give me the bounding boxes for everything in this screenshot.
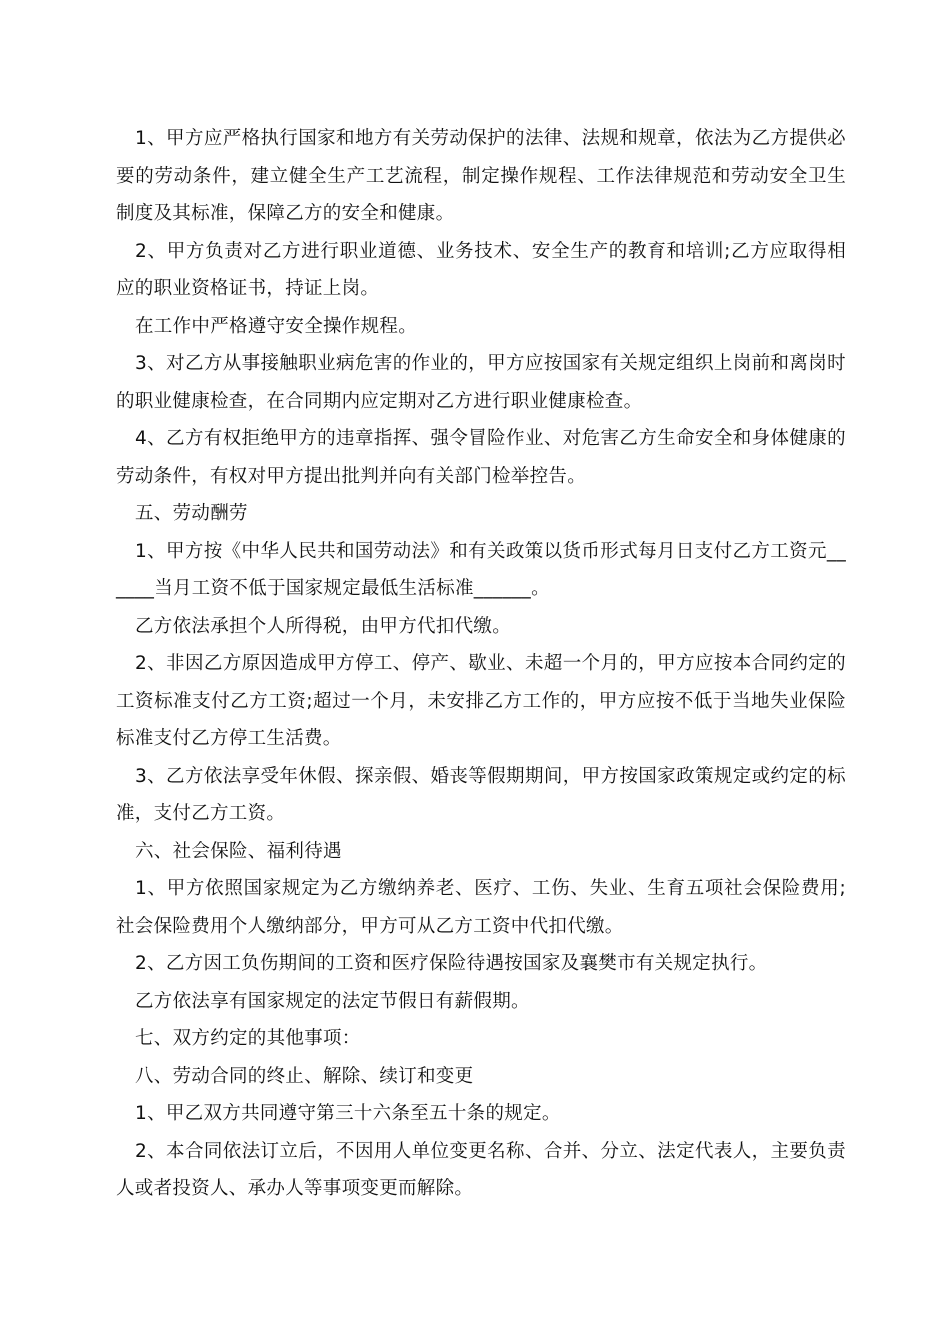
paragraph-10: 3、乙方依法享受年休假、探亲假、婚丧等假期期间，甲方按国家政策规定或约定的标准，支付乙方工资。 — [116, 765, 846, 824]
paragraph-18: 2、本合同依法订立后，不因用人单位变更名称、合并、分立、法定代表人，主要负责人或者投资人、承办人等事项变更而解除。 — [116, 1140, 846, 1199]
section-heading-other-matters: 七、双方约定的其他事项： — [135, 1028, 361, 1049]
paragraph-14: 乙方依法享有国家规定的法定节假日有薪假期。 — [135, 990, 530, 1012]
paragraph-2: 2、甲方负责对乙方进行职业道德、业务技术、安全生产的教育和培训;乙方应取得相应的职业资格证书，持证上岗。 — [116, 240, 846, 299]
paragraph-5: 4、乙方有权拒绝甲方的违章指挥、强令冒险作业、对危害乙方生命安全和身体健康的劳动条件，有权对甲方提出批判并向有关部门检举控告。 — [116, 428, 846, 487]
paragraph-1: 1、甲方应严格执行国家和地方有关劳动保护的法律、法规和规章，依法为乙方提供必要的劳动条件，建立健全生产工艺流程，制定操作规程、工作法律规范和劳动安全卫生制度及其标准，保障乙方的安全和健康。 — [116, 128, 846, 224]
paragraph-17: 1、甲乙双方共同遵守第三十六条至五十条的规定。 — [135, 1103, 561, 1124]
paragraph-3: 在工作中严格遵守安全操作规程。 — [135, 315, 418, 337]
paragraph-12: 1、甲方依照国家规定为乙方缴纳养老、医疗、工伤、失业、生育五项社会保险费用;社会保险费用个人缴纳部分，甲方可从乙方工资中代扣代缴。 — [116, 878, 846, 937]
paragraph-8: 乙方依法承担个人所得税，由甲方代扣代缴。 — [135, 615, 512, 637]
document-body — [116, 120, 846, 1208]
section-heading-social-insurance: 六、社会保险、福利待遇 — [135, 840, 342, 862]
paragraph-9: 2、非因乙方原因造成甲方停工、停产、歇业、未超一个月的，甲方应按本合同约定的工资标准支付乙方工资;超过一个月，未安排乙方工作的，甲方应按不低于当地失业保险标准支付乙方停工生活费。 — [116, 653, 846, 749]
section-heading-termination: 八、劳动合同的终止、解除、续订和变更 — [135, 1065, 474, 1087]
paragraph-7: 1、甲方按《中华人民共和国劳动法》和有关政策以货币形式每月日支付乙方工资元______当月工资不低于国家规定最低生活标准______。 — [116, 540, 846, 599]
section-heading-remuneration: 五、劳动酬劳 — [135, 503, 248, 524]
paragraph-13: 2、乙方因工负伤期间的工资和医疗保险待遇按国家及襄樊市有关规定执行。 — [135, 953, 768, 974]
paragraph-4: 3、对乙方从事接触职业病危害的作业的，甲方应按国家有关规定组织上岗前和离岗时的职业健康检查，在合同期内应定期对乙方进行职业健康检查。 — [116, 353, 846, 412]
